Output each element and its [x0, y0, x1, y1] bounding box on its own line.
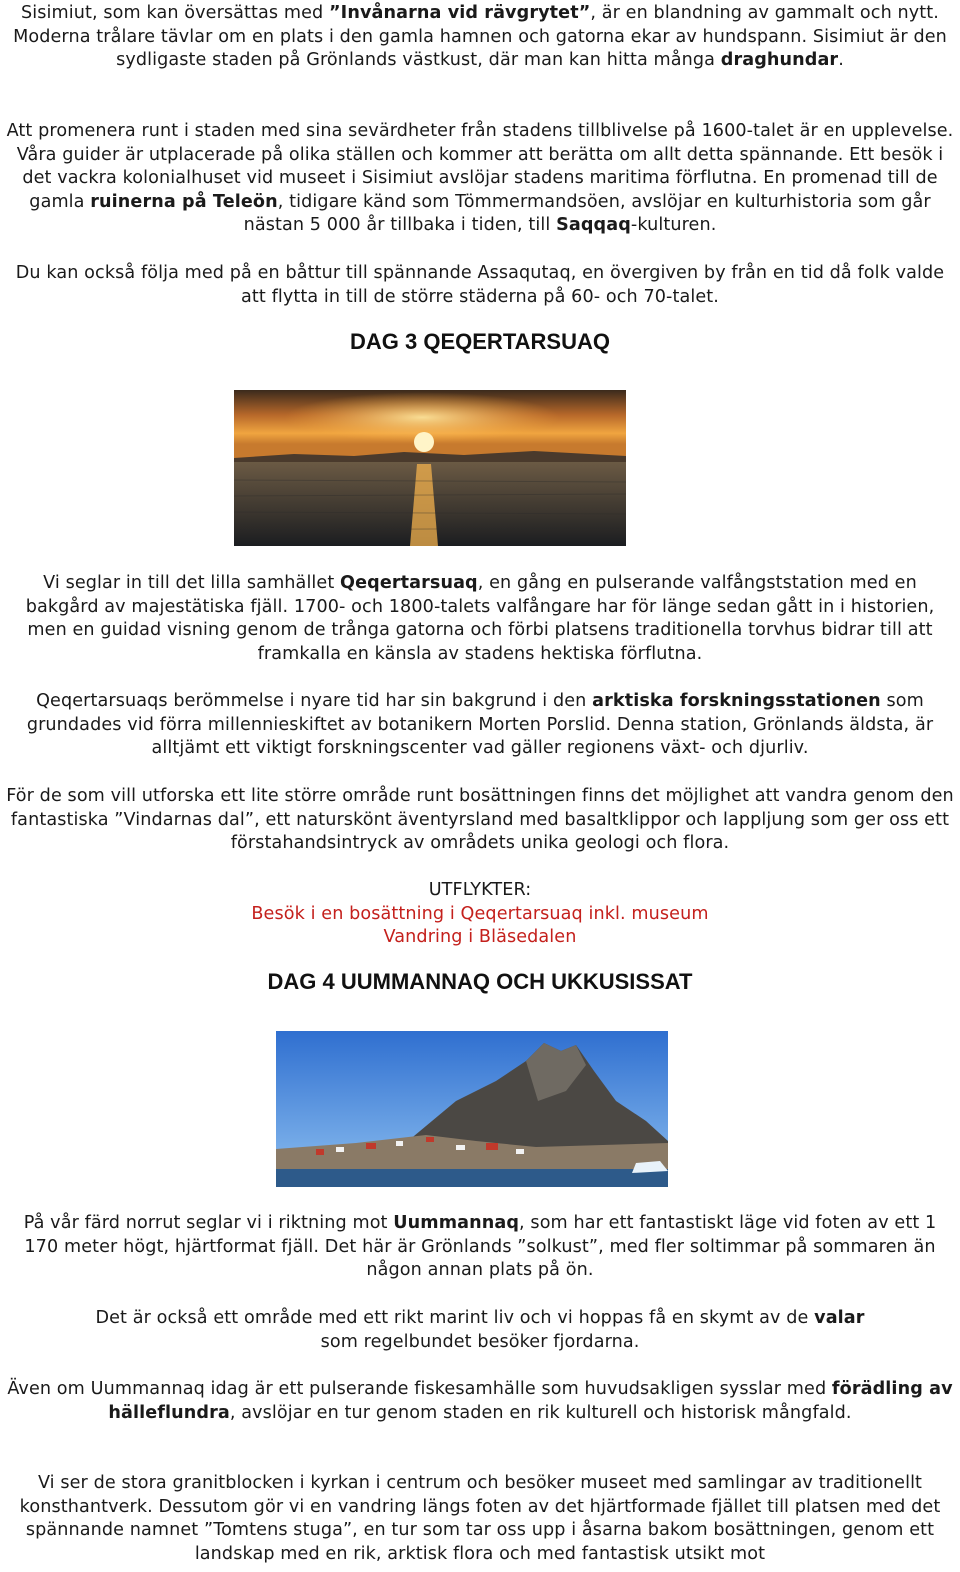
emphasis-text: arktiska forskningsstationen: [592, 691, 881, 711]
emphasis-text: ruinerna på Teleön: [90, 191, 278, 212]
emphasis-text: Saqqaq: [556, 215, 631, 236]
intro-paragraph-1: [4, 2, 956, 73]
day3-heading: [4, 329, 956, 355]
day4-heading: [4, 969, 956, 995]
day4-paragraph-1: [4, 1212, 956, 1283]
section-title: DAG 4 UUMMANNAQ OCH UKKUSISSAT: [267, 969, 693, 994]
excursion-link-hike[interactable]: Vandring i Bläsedalen: [383, 927, 577, 948]
text-run: , som har ett fantastiskt läge vid foten av ett 1 170 meter högt, hjärtformat fjäll. Det här är Grönlands ”solkust”, med fler soltimmar på sommaren än någon annan plats på ön.: [24, 1213, 937, 1281]
sunset-photo: [234, 390, 626, 546]
intro-paragraph-3: [4, 262, 956, 309]
emphasis-text: Qeqertarsuaq: [340, 573, 478, 593]
day3-paragraph-2: [4, 690, 956, 761]
day4-paragraph-3: [4, 1378, 956, 1425]
day4-paragraph-2: [80, 1307, 880, 1354]
mountain-photo: [276, 1031, 668, 1187]
text-run: Det är också ett område med ett rikt marint liv och vi hoppas få en skymt av de: [95, 1308, 815, 1328]
text-run: , en gång en pulserande valfångststation med en bakgård av majestätiska fjäll. 1700- och 1800-talets valfångare har för länge sedan gått in i historien, men en guidad visning genom de trånga gatorna och förbi platsens traditionella torvhus bidrar till att framkalla en känsla av stadens hektiska förflutna.: [25, 573, 935, 664]
day4-paragraph-4: [4, 1472, 956, 1566]
text-run: På vår färd norrut seglar vi i riktning mot: [23, 1213, 394, 1233]
section-title: DAG 3 QEQERTARSUAQ: [350, 329, 610, 354]
excursions-label: UTFLYKTER:: [428, 880, 532, 900]
emphasis-text: förädling av hälleflundra: [108, 1379, 953, 1423]
text-run: .: [838, 50, 844, 71]
day3-paragraph-3: [4, 785, 956, 856]
text-run: , avslöjar en tur genom staden en rik kulturell och historisk mångfald.: [229, 1402, 852, 1423]
text-run: Att promenera runt i staden med sina sevärdheter från stadens tillblivelse på 1600-talet är en upplevelse. Våra guider är utplacerade på olika ställen och kommer att berätta om allt detta spännande. Ett besök i det vackra kolonialhuset vid museet i Sisimiut avslöjar stadens maritima förflutna. En promenad till de gamla: [6, 121, 954, 212]
emphasis-text: draghundar: [720, 50, 839, 71]
excursion-link-settlement[interactable]: Besök i en bosättning i Qeqertarsuaq inkl. museum: [251, 903, 709, 924]
text-run: som grundades vid förra millennieskiftet av botanikern Morten Porslid. Denna station, Grönlands äldsta, är alltjämt ett viktigt forskningscenter vad gäller regionens växt- och djurliv.: [26, 691, 934, 759]
day3-paragraph-1: [4, 572, 956, 666]
text-run: , tidigare känd som Tömmermandsöen, avslöjar en kulturhistoria som går nästan 5 000 år tillbaka i tiden, till: [243, 191, 931, 236]
paragraph-text: För de som vill utforska ett lite större område runt bosättningen finns det möjlighet att vandra genom den fantastiska ”Vindarnas dal”, ett naturskönt äventyrsland med basaltklippor och lappljung som ger oss ett förstahandsintryck av områdets unika geologi och flora.: [6, 786, 954, 854]
text-run: som regelbundet besöker fjordarna.: [320, 1331, 640, 1352]
text-run: Qeqertarsuaqs berömmelse i nyare tid har sin bakgrund i den: [36, 691, 593, 711]
text-run: Även om Uummannaq idag är ett pulserande fiskesamhälle som huvudsakligen sysslar med: [7, 1379, 832, 1399]
text-run: Sisimiut, som kan översättas med: [21, 3, 330, 23]
mountain-image: [276, 1031, 668, 1187]
emphasis-text: Uummannaq: [393, 1213, 520, 1233]
emphasis-text: valar: [814, 1308, 865, 1328]
paragraph-text: Du kan också följa med på en båttur till spännande Assaqutaq, en övergiven by från en tid då folk valde att flytta in till de större städerna på 60- och 70-talet.: [15, 263, 945, 307]
text-run: -kulturen.: [630, 215, 717, 236]
day3-excursions: [4, 879, 956, 950]
text-run: Vi seglar in till det lilla samhället: [43, 573, 341, 593]
text-run: , är en blandning av gammalt och nytt. Moderna trålare tävlar om en plats i den gamla hamnen och gatorna ekar av hundspann. Sisimiut är den sydligaste staden på Grönlands västkust, där man kan hitta många: [13, 3, 947, 71]
paragraph-text: Vi ser de stora granitblocken i kyrkan i centrum och besöker museet med samlingar av traditionellt konsthantverk. Dessutom gör vi en vandring längs foten av det hjärtformade fjället till platsen med det spännande namnet ”Tomtens stuga”, en tur som tar oss upp i åsarna bakom bosättningen, genom ett landskap med en rik, arktisk flora och med fantastisk utsikt mot: [19, 1473, 941, 1564]
intro-paragraph-2: [4, 120, 956, 238]
emphasis-text: ”Invånarna vid rävgrytet”: [329, 3, 591, 23]
sunset-image: [234, 390, 626, 546]
